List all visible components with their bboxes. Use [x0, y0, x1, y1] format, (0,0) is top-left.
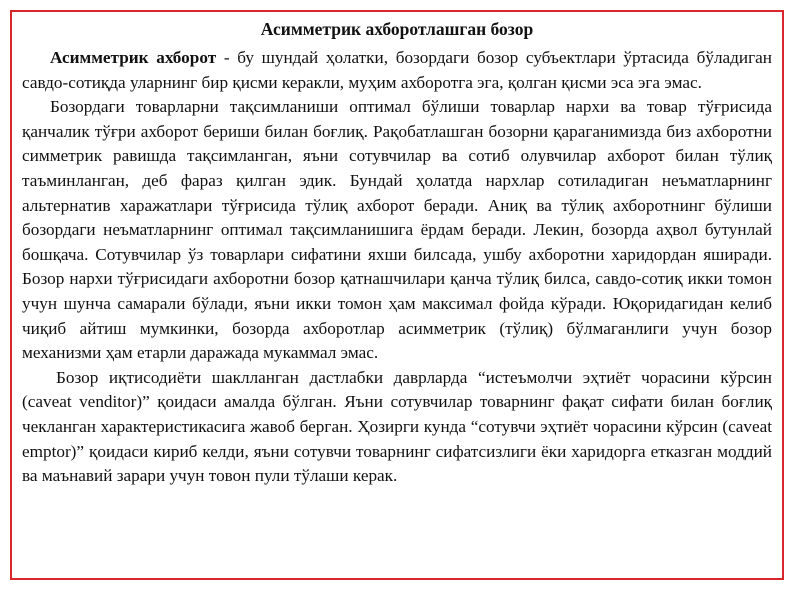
paragraph-definition [22, 46, 772, 95]
defined-term: Асимметрик ахборот [50, 48, 217, 67]
document-frame [10, 10, 784, 580]
paragraph-symmetric-information: Бозордаги товарларни тақсимланиши оптимал бўлиши товарлар нархи ва товар тўғрисида қанчалик тўғри ахборот бериши билан боғлиқ. Рақобатлашган бозорни қараганимизда биз ахборотни симметрик равишда тақсимланган, яъни сотувчилар ва сотиб олувчилар ахборот билан тўлиқ таъминланган, деб фараз қилган эдик. Бундай ҳолатда нархлар сотиладиган неъматларнинг альтернатив харажатлари тўғрисида тўлиқ ахборот беради. Аниқ ва тўлиқ ахборотнинг бўлиши бозордаги неъматларнинг оптимал тақсимланишига ёрдам беради. Лекин, бозорда аҳвол бутунлай бошқача. Сотувчилар ўз товарлари сифатини яхши билсада, ушбу ахборотни харидордан яширади. Бозор нархи тўғрисидаги ахборотни бозор қатнашчилари қанча тўлиқ билса, савдо-сотиқ икки томон учун шунча самарали бўлади, яъни икки томон ҳам максимал фойда кўради. Юқоридагидан келиб чиқиб айтиш мумкинки, бозорда ахборотлар асимметрик (тўлиқ) бўлмаганлиги учун бозор механизми ҳам етарли даражада мукаммал эмас. [22, 97, 772, 363]
document-title: Асимметрик ахборотлашган бозор [260, 19, 534, 39]
paragraph-caveat-rules: Бозор иқтисодиёти шаклланган дастлабки даврларда “истеъмолчи эҳтиёт чорасини кўрсин (caveat venditor)” қоидаси амалда бўлган. Яъни сотувчилар товарнинг фақат сифати билан боғлиқ чекланган характеристикасига жавоб берган. Ҳозирги кунда “сотувчи эҳтиёт чорасини кўрсин (caveat emptor)” қоидаси кириб келди, яъни сотувчи товарнинг сифатсизлиги ёки харидорга етказган моддий ва маънавий зарари учун товон пули тўлаши керак. [22, 367, 772, 486]
definition-text: - бу шундай ҳолатки, бозордаги бозор субъектлари ўртасида бўладиган савдо-сотиқда уларнинг бир қисми керакли, муҳим ахборотга эга, қолган қисми эса эга эмас. [22, 48, 772, 92]
